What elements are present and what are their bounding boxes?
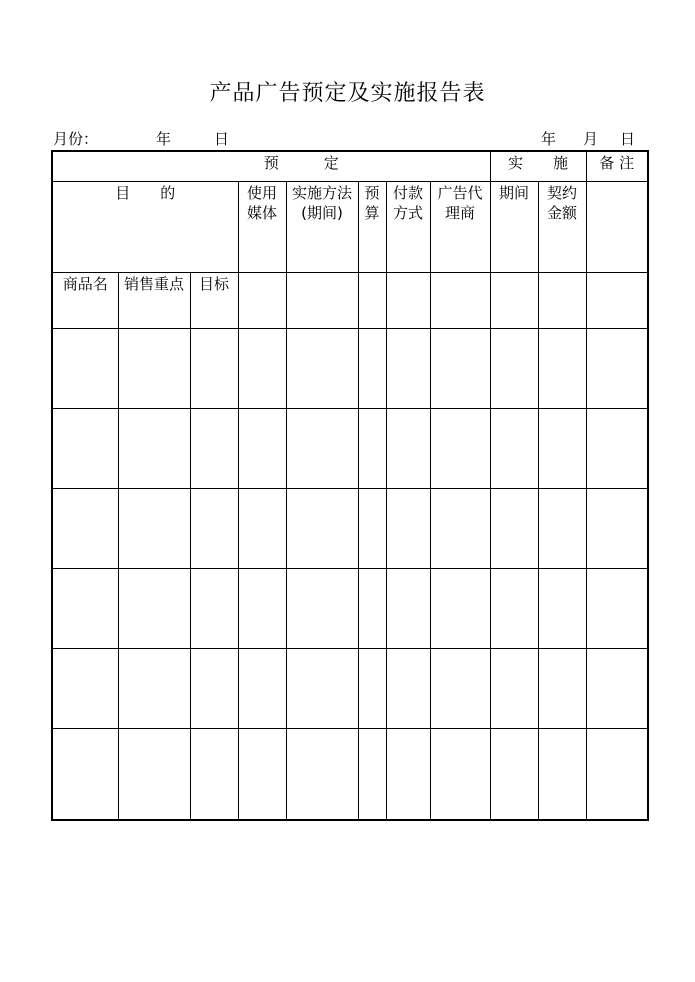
budget-cell — [358, 568, 386, 648]
method-cell — [286, 648, 358, 728]
budget-cell — [358, 728, 386, 820]
budget-cell — [358, 328, 386, 408]
contract-amount-cell — [538, 728, 586, 820]
product-name-cell — [52, 328, 118, 408]
report-table — [51, 150, 649, 821]
product-name-cell — [52, 648, 118, 728]
agency-cell — [430, 728, 490, 820]
remarks-cell — [586, 568, 648, 648]
payment-cell — [386, 568, 430, 648]
sales-focus-cell — [118, 728, 190, 820]
contract-amount-cell — [538, 568, 586, 648]
budget-cell — [358, 648, 386, 728]
table-row — [52, 648, 648, 728]
table-row — [52, 328, 648, 408]
target-cell — [190, 568, 238, 648]
media-cell — [238, 488, 286, 568]
sales-focus-cell — [118, 648, 190, 728]
agency-cell — [430, 408, 490, 488]
remarks-cell — [586, 328, 648, 408]
target-cell — [190, 648, 238, 728]
agency-header: 广告代理商 — [430, 181, 490, 272]
report-month-line — [53, 128, 229, 149]
execution-section-header: 实 施 — [490, 151, 586, 181]
sales-focus-cell — [118, 488, 190, 568]
table-row — [52, 568, 648, 648]
plan-section-header: 预 定 — [52, 151, 490, 181]
product-name-cell — [52, 488, 118, 568]
remarks-cell — [586, 728, 648, 820]
contract-amount-cell — [538, 488, 586, 568]
agency-cell — [430, 648, 490, 728]
remarks-cell — [586, 181, 648, 272]
target-cell — [190, 408, 238, 488]
method-cell — [286, 728, 358, 820]
table-row — [52, 728, 648, 820]
payment-header: 付款方式 — [386, 181, 430, 272]
budget-cell — [358, 488, 386, 568]
purpose-header: 目 的 — [52, 181, 238, 272]
method-cell — [286, 488, 358, 568]
media-cell — [238, 648, 286, 728]
method-cell — [286, 568, 358, 648]
target-cell — [190, 728, 238, 820]
budget-header: 预算 — [358, 181, 386, 272]
method-cell — [286, 408, 358, 488]
form-title: 产品广告预定及实施报告表 — [209, 81, 486, 106]
left-day-label: 日 — [214, 130, 230, 148]
media-cell — [238, 328, 286, 408]
agency-cell — [430, 568, 490, 648]
payment-cell — [386, 488, 430, 568]
month-label: 月份： — [53, 130, 99, 148]
agency-cell — [430, 488, 490, 568]
period-cell — [490, 488, 538, 568]
product-name-cell — [52, 568, 118, 648]
contract-amount-cell — [538, 648, 586, 728]
period-header: 期间 — [490, 181, 538, 272]
period-cell — [490, 648, 538, 728]
payment-cell — [386, 728, 430, 820]
media-header: 使用媒体 — [238, 181, 286, 272]
period-cell — [490, 568, 538, 648]
payment-cell — [386, 328, 430, 408]
payment-cell — [386, 272, 430, 328]
contract-amount-cell — [538, 408, 586, 488]
table-row — [52, 408, 648, 488]
target-cell — [190, 488, 238, 568]
remarks-cell — [586, 648, 648, 728]
target-header: 目标 — [190, 272, 238, 328]
period-cell — [490, 272, 538, 328]
budget-cell — [358, 272, 386, 328]
budget-cell — [358, 408, 386, 488]
period-cell — [490, 728, 538, 820]
media-cell — [238, 568, 286, 648]
product-name-cell — [52, 408, 118, 488]
period-cell — [490, 408, 538, 488]
contract-amount-cell — [538, 328, 586, 408]
right-month-label: 月 — [582, 130, 598, 148]
target-cell — [190, 328, 238, 408]
table-row — [52, 488, 648, 568]
payment-cell — [386, 408, 430, 488]
contract-amount-header: 契约金额 — [538, 181, 586, 272]
product-name-cell — [52, 728, 118, 820]
remarks-cell — [586, 272, 648, 328]
agency-cell — [430, 328, 490, 408]
sales-focus-cell — [118, 568, 190, 648]
sales-focus-cell — [118, 408, 190, 488]
method-header: 实施方法(期间) — [286, 181, 358, 272]
remarks-header: 备 注 — [586, 151, 648, 181]
right-year-label: 年 — [540, 130, 556, 148]
payment-cell — [386, 648, 430, 728]
remarks-cell — [586, 408, 648, 488]
method-cell — [286, 328, 358, 408]
left-year-label: 年 — [156, 130, 172, 148]
remarks-cell — [586, 488, 648, 568]
right-day-label: 日 — [619, 130, 635, 148]
contract-amount-cell — [538, 272, 586, 328]
media-cell — [238, 272, 286, 328]
method-cell — [286, 272, 358, 328]
sales-focus-cell — [118, 328, 190, 408]
period-cell — [490, 328, 538, 408]
agency-cell — [430, 272, 490, 328]
report-date-line — [541, 128, 635, 149]
sales-focus-header: 销售重点 — [118, 272, 190, 328]
media-cell — [238, 728, 286, 820]
media-cell — [238, 408, 286, 488]
product-name-header: 商品名 — [52, 272, 118, 328]
